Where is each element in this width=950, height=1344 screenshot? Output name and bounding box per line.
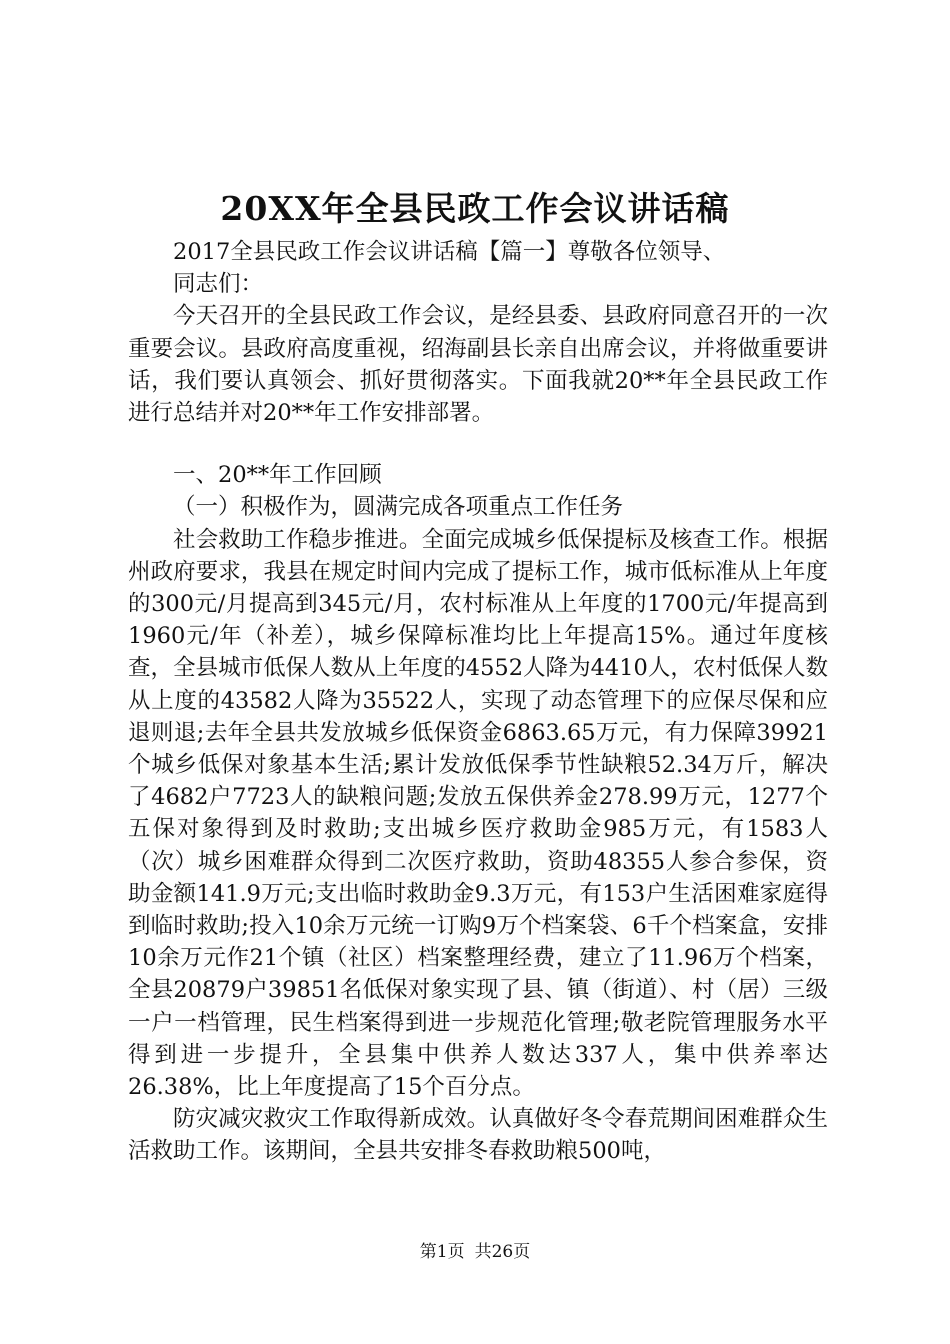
subsection-heading: （一）积极作为，圆满完成各项重点工作任务 — [173, 494, 624, 521]
paragraph-intro: 今天召开的全县民政工作会议，是经县委、县政府同意召开的一次重要会议。县政府高度重视，绍海副县长亲自出席会议，并将做重要讲话，我们要认真领会、抓好贯彻落实。下面我就20**年全县民政工作进行总结并对20**年工作安排部署。 — [128, 303, 828, 427]
paragraph-social-assistance: 社会救助工作稳步推进。全面完成城乡低保提标及核查工作。根据州政府要求，我县在规定时间内完成了提标工作，城市低标准从上年度的300元/月提高到345元/月，农村标准从上年度的1700元/年提高到1960元/年（补差），城乡保障标准均比上年提高15%。通过年度核查，全县城市低保人数从上年度的4552人降为4410人，农村低保人数从上度的43582人降为35522人，实现了动态管理下的应保尽保和应退则退;去年全县共发放城乡低保资金6863.65万元，有力保障39921个城乡低保对象基本生活;累计发放低保季节性缺粮52.34万斤，解决了4682户7723人的缺粮问题;发放五保供养金278.99万元，1277个五保对象得到及时救助;支出城乡医疗救助金985万元，有1583人（次）城乡困难群众得到二次医疗救助，资助48355人参合参保，资助金额141.9万元;支出临时救助金9.3万元，有153户生活困难家庭得到临时救助;投入10余万元统一订购9万个档案袋、6千个档案盒，安排10余万元作21个镇（社区）档案整理经费，建立了11.96万个档案，全县20879户39851名低保对象实现了县、镇（街道）、村（居）三级一户一档管理，民生档案得到进一步规范化管理;敬老院管理服务水平得到进一步提升，全县集中供养人数达337人，集中供养率达26.38%，比上年度提高了15个百分点。 — [128, 526, 828, 1101]
page-number: 第1页 — [419, 1242, 465, 1262]
paragraph-salutation: 同志们： — [173, 271, 264, 298]
page-footer — [0, 1240, 950, 1264]
paragraph-disaster-relief: 防灾减灾救灾工作取得新成效。认真做好冬令春荒期间困难群众生活救助工作。该期间，全县共安排冬春救助粮500吨， — [128, 1106, 828, 1165]
document-body — [128, 236, 828, 1168]
paragraph-heading-line: 2017全县民政工作会议讲话稿【篇一】尊敬各位领导、 — [173, 239, 726, 265]
section-heading: 一、20**年工作回顾 — [173, 462, 382, 489]
page-total: 共26页 — [474, 1242, 531, 1262]
document-title: 20XX年全县民政工作会议讲话稿 — [220, 189, 730, 228]
